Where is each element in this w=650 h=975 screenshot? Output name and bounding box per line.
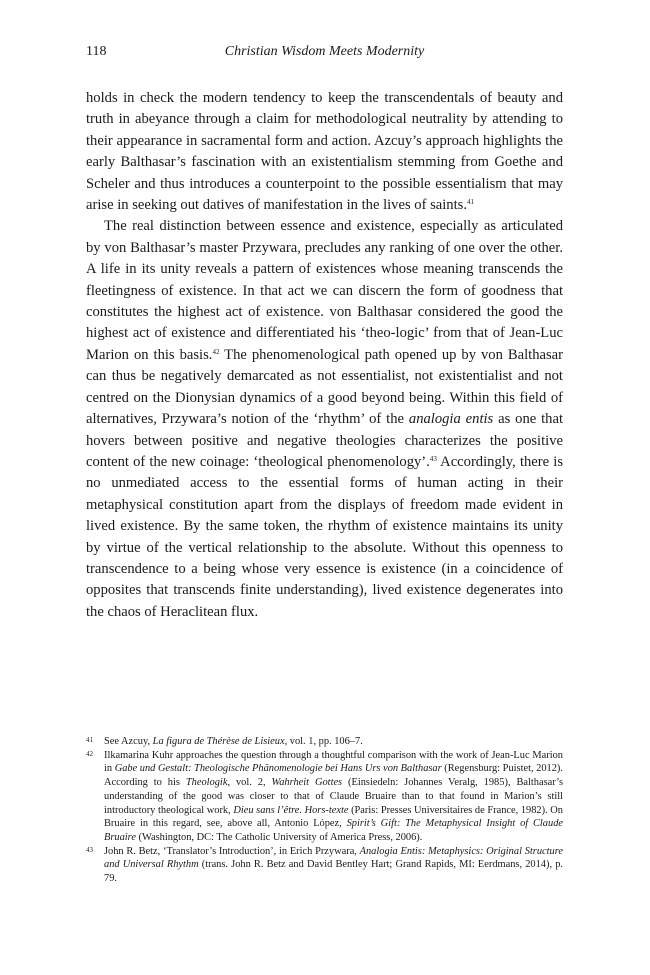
italic-run: Dieu sans l’être. Hors-texte bbox=[233, 804, 349, 816]
text-run: John R. Betz, ‘Translator’s Introduction’, in Erich Przywara, bbox=[104, 845, 360, 857]
running-title: Christian Wisdom Meets Modernity bbox=[224, 44, 425, 59]
italic-run: Analogia Entis: Metaphysics: Original Structure and Universal Rhythm bbox=[104, 845, 563, 871]
footnote-number: 42 bbox=[86, 749, 93, 758]
text-run: (trans. John R. Betz and David Bentley Hart; Grand Rapids, MI: Eerdmans, 2014), p. 79. bbox=[104, 859, 563, 885]
text-run: Accordingly, there is no unmediated access to the essential forms of human acting in their metaphysical constitution apart from the displays of freedom made evident in lived existence. By the same token, the rhythm of existence maintains its unity by virtue of the vertical relationship to the absolute. Without this openness to transcendence to a being whose very essence is existence (in a coincidence of opposites that transcends finite understanding), lived existence degenerates into the chaos of Heraclitean flux. bbox=[86, 453, 563, 620]
footnote-number: 43 bbox=[86, 845, 93, 854]
footnote-41 bbox=[86, 735, 563, 749]
text-run: The phenomenological path opened up by von Balthasar can thus be negatively demarcated as not essentialist, not existentialist and not centred on the Dionysian dynamics of a good beyond being. Within this field of alternatives, Przywara’s notion of the ‘rhythm’ of the bbox=[86, 346, 563, 428]
text-run: , vol. 2, bbox=[227, 777, 272, 789]
text-run: holds in check the modern tendency to keep the transcendentals of beauty and truth in abeyance through a claim for methodological neutrality by attending to their appearance in sacramental form and action. Azcuy’s approach highlights the early Balthasar’s fascination with an existentialism stemming from Goethe and Scheler and thus introduces a counterpoint to the possible essentialism that may arise in seeking out datives of manifestation in the lives of saints. bbox=[86, 90, 563, 214]
text-run: (Regensburg: Puistet, 2012). According to his bbox=[104, 763, 563, 789]
footnote-text bbox=[104, 750, 563, 843]
note-reference: 43 bbox=[429, 454, 437, 463]
text-run: , vol. 1, pp. 106–7. bbox=[284, 736, 363, 747]
paragraph-2 bbox=[86, 216, 563, 623]
italic-run: La figura de Thérèse de Lisieux bbox=[152, 736, 285, 747]
footnote-42 bbox=[86, 749, 563, 845]
note-reference: 41 bbox=[466, 198, 474, 207]
body-text bbox=[86, 88, 563, 623]
footnote-text bbox=[104, 736, 363, 747]
text-run: See Azcuy, bbox=[104, 736, 153, 747]
italic-run: Theologik bbox=[185, 777, 228, 789]
footnote-number: 41 bbox=[86, 736, 93, 744]
text-run: (Paris: Presses Universitaires de France, 1982). On Bruaire in this regard, see, above all, Antonio López, bbox=[104, 804, 563, 830]
text-run: as one that hovers between positive and negative theologies characterizes the positive content of the new coinage: ‘theological phenomenology’. bbox=[86, 411, 563, 470]
footnote-43 bbox=[86, 845, 563, 886]
paragraph-1 bbox=[86, 88, 563, 216]
text-run: (Einsiedeln: Johannes Veralg, 1985), Balthasar’s understanding of the good was closer to that of Claude Bruaire than to that found in Marion’s still introductory theological work, bbox=[104, 777, 563, 816]
italic-run: Wahrheit Gottes bbox=[271, 777, 343, 789]
text-run: Ilkamarina Kuhr approaches the question through a thoughtful comparison with the work of Jean-Luc Marion in bbox=[104, 749, 563, 775]
italic-run: Spirit’s Gift: The Metaphysical Insight of Claude Bruaire bbox=[104, 818, 563, 843]
text-run: (Washington, DC: The Catholic University of America Press, 2006). bbox=[135, 831, 423, 843]
running-header bbox=[86, 44, 563, 64]
note-reference: 42 bbox=[212, 347, 220, 356]
italic-run: analogia entis bbox=[408, 411, 494, 428]
footnote-text bbox=[104, 846, 563, 884]
text-run: The real distinction between essence and existence, especially as articulated by von Balthasar’s master Przywara, precludes any ranking of one over the other. A life in its unity reveals a pattern of existences whose meaning transcends the fleetingness of existence. In that act we can discern the form of goodness that constitutes the highest act of existence. von Balthasar considered the good the highest act of existence and differentiated his ‘theo-logic’ from that of Jean-Luc Marion on this basis. bbox=[86, 218, 563, 363]
page-number: 118 bbox=[86, 44, 107, 59]
italic-run: Gabe und Gestalt: Theologische Phänomenologie bei Hans Urs von Balthasar bbox=[114, 763, 442, 775]
footnotes bbox=[86, 735, 563, 886]
